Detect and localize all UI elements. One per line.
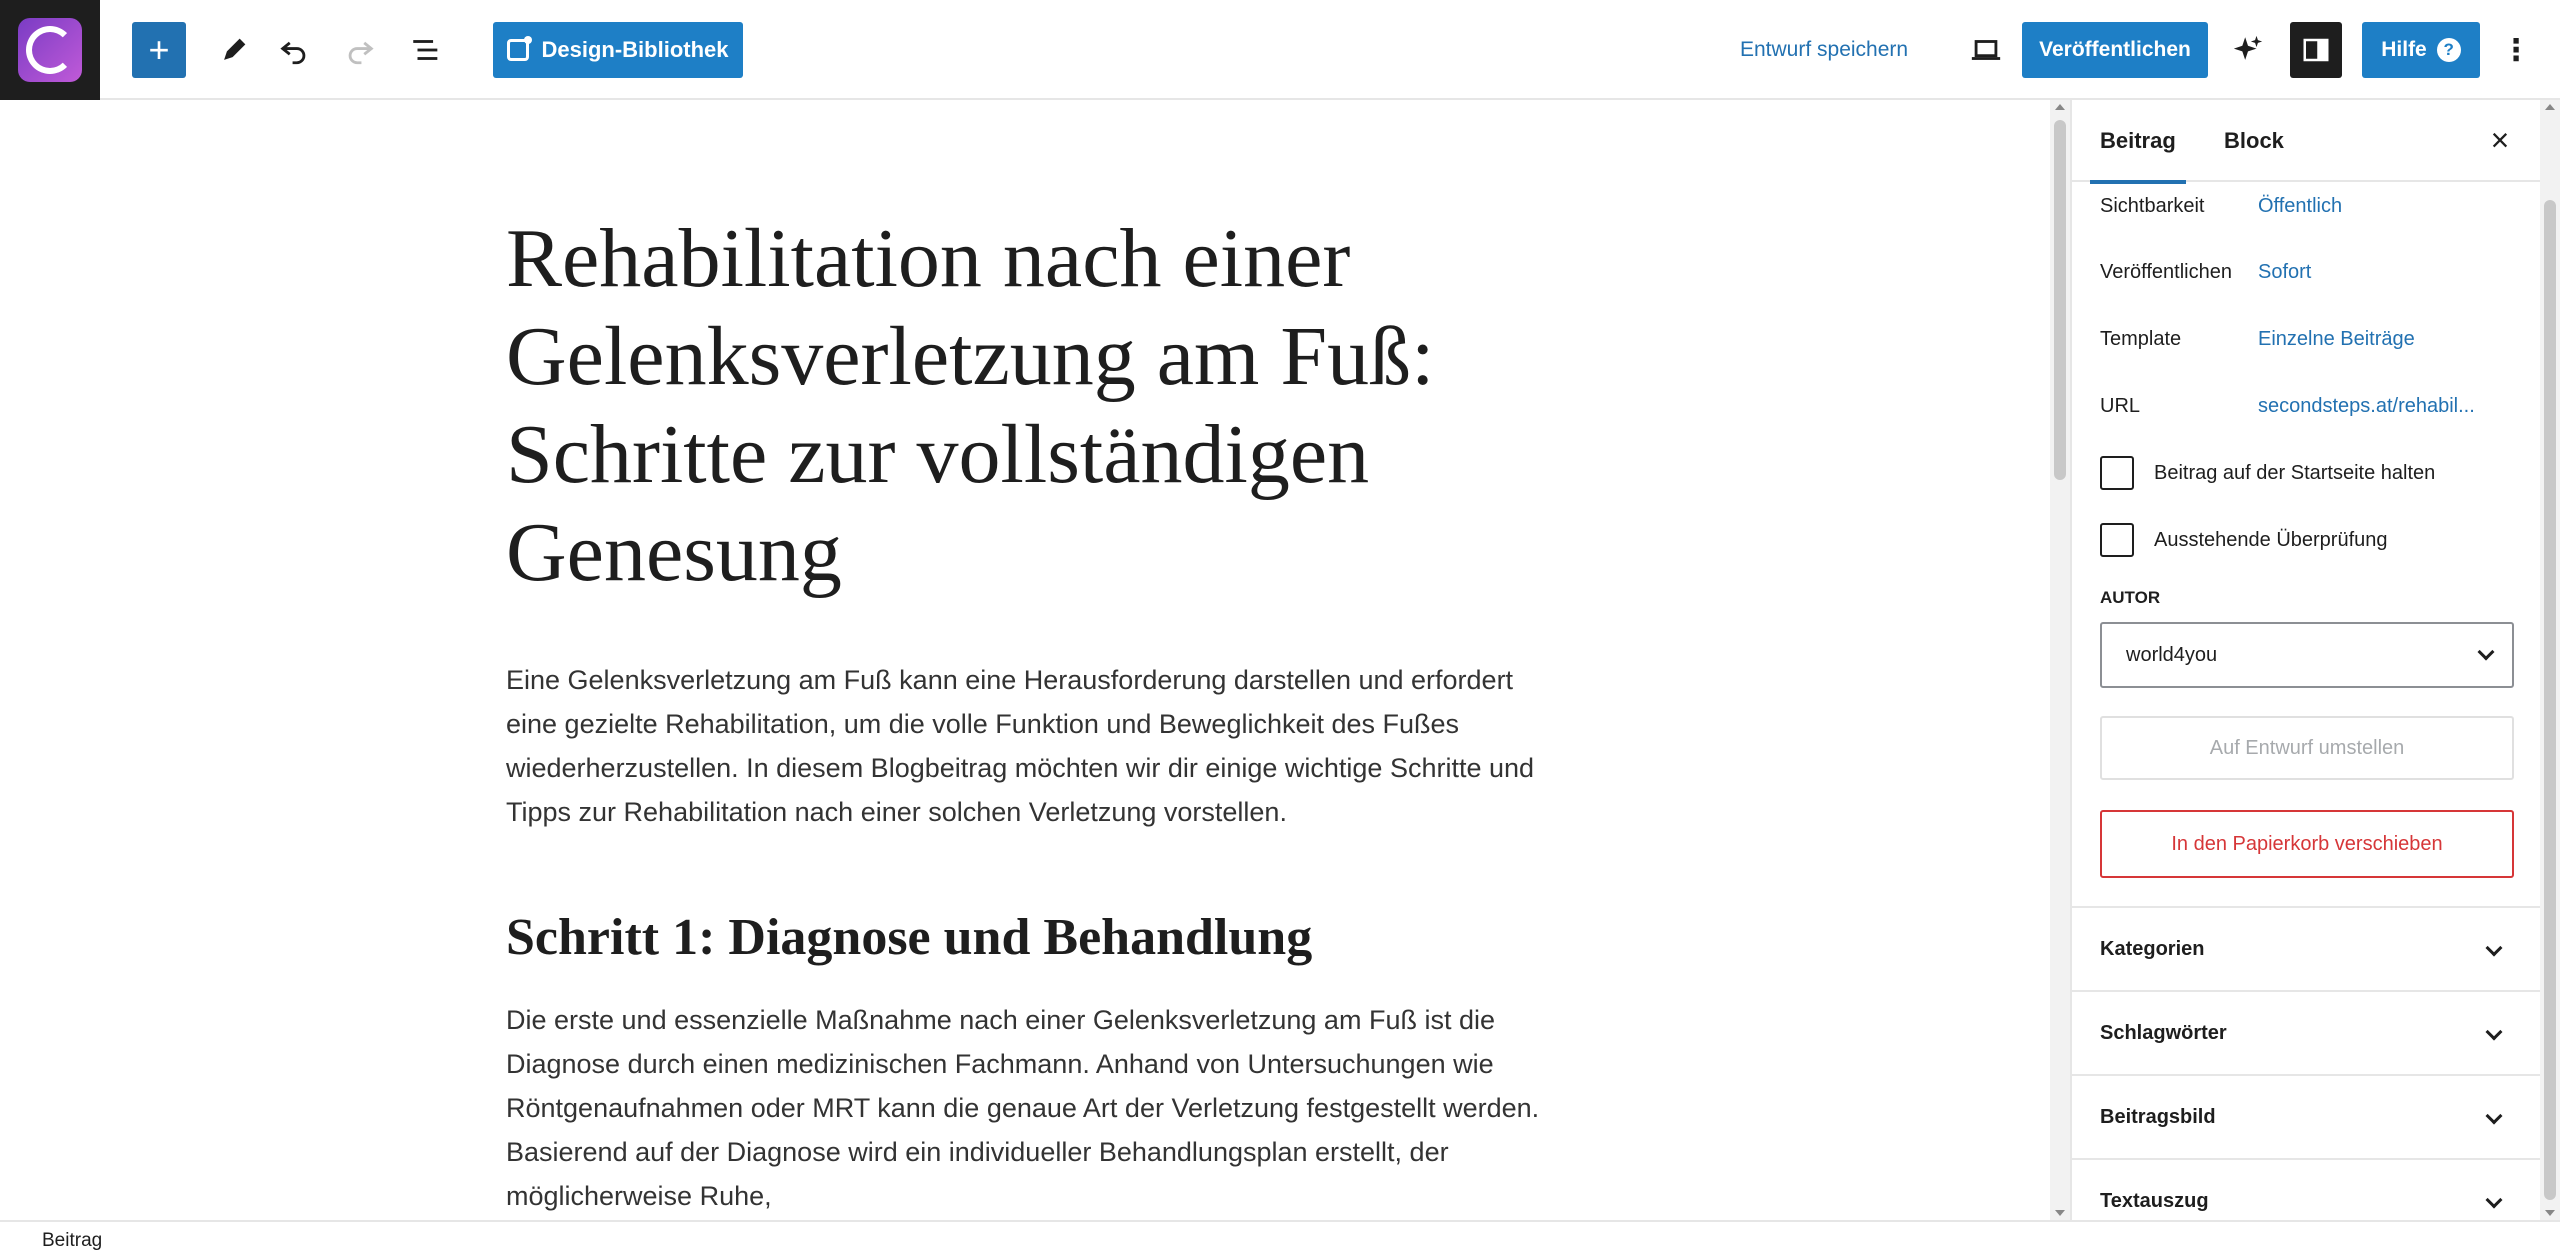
settings-sidebar	[2070, 100, 2540, 1220]
switch-to-draft-button[interactable]: Auf Entwurf umstellen	[2100, 716, 2514, 780]
excerpt-panel[interactable]	[2072, 1158, 2540, 1220]
pending-review-checkbox-row[interactable]	[2100, 520, 2388, 560]
logo-ring-icon	[26, 26, 74, 74]
more-vertical-icon: ⋮	[2501, 33, 2531, 67]
scrollbar-thumb[interactable]	[2054, 120, 2066, 480]
canvas-scrollbar[interactable]	[2050, 100, 2070, 1220]
editor-header	[0, 0, 2560, 100]
publish-button[interactable]: Veröffentlichen	[2022, 22, 2208, 78]
scroll-down-arrow-icon[interactable]	[2545, 1210, 2555, 1216]
pending-review-checkbox[interactable]	[2100, 523, 2134, 557]
visibility-toggle[interactable]: Öffentlich	[2258, 194, 2343, 217]
paragraph-block[interactable]: Eine Gelenksverletzung am Fuß kann eine Herausforderung darstellen und erfordert eine gezielte Rehabilitation, um die volle Funktion und Beweglichkeit des Fußes wiederherzustellen. In diesem Blogbeitrag möchten wir dir einige wichtige Schritte und Tipps zur Rehabilitation nach einer solchen Verletzung vorstellen.	[506, 665, 1535, 827]
sticky-post-label: Beitrag auf der Startseite halten	[2154, 461, 2436, 484]
scroll-up-arrow-icon[interactable]	[2545, 104, 2555, 110]
scroll-up-arrow-icon[interactable]	[2055, 104, 2065, 110]
featured-image-panel[interactable]	[2072, 1074, 2540, 1158]
editor-canvas[interactable]	[0, 100, 2070, 1220]
url-row	[2100, 386, 2475, 426]
featured-image-panel-title: Beitragsbild	[2100, 1105, 2216, 1128]
scrollbar-thumb[interactable]	[2544, 200, 2556, 1200]
pending-review-label: Ausstehende Überprüfung	[2154, 528, 2388, 551]
post-title[interactable]: Rehabilitation nach einer Gelenksverletzung am Fuß: Schritte zur vollständigen Genesung	[506, 212, 1435, 599]
scroll-down-arrow-icon[interactable]	[2055, 1210, 2065, 1216]
undo-button[interactable]	[266, 22, 322, 78]
save-draft-button[interactable]: Entwurf speichern	[1740, 38, 1909, 61]
visibility-row	[2100, 186, 2342, 226]
help-label: Hilfe	[2381, 38, 2427, 61]
sidebar-toggle-icon	[2301, 35, 2331, 65]
undo-icon	[277, 33, 311, 67]
chevron-down-icon	[2478, 644, 2495, 661]
visibility-label: Sichtbarkeit	[2100, 194, 2205, 217]
more-options-button[interactable]	[2496, 22, 2536, 78]
tab-block[interactable]: Block	[2224, 128, 2284, 153]
tab-post[interactable]: Beitrag	[2100, 100, 2176, 182]
template-toggle[interactable]: Einzelne Beiträge	[2258, 327, 2415, 350]
template-label: Template	[2100, 327, 2182, 350]
tools-button[interactable]	[206, 22, 262, 78]
settings-sidebar-toggle[interactable]	[2290, 22, 2342, 78]
preview-icon	[1969, 33, 2003, 67]
help-icon: ?	[2437, 38, 2461, 62]
block-breadcrumb	[0, 1220, 2560, 1260]
sticky-post-checkbox[interactable]	[2100, 456, 2134, 490]
sticky-post-checkbox-row[interactable]	[2100, 453, 2435, 493]
help-button[interactable]	[2362, 22, 2480, 78]
design-library-button[interactable]	[493, 22, 743, 78]
design-library-label: Design-Bibliothek	[541, 37, 729, 62]
sidebar-scrollbar[interactable]	[2540, 100, 2560, 1220]
publish-date-row	[2100, 252, 2311, 292]
template-row	[2100, 319, 2415, 359]
publish-date-toggle[interactable]: Sofort	[2258, 260, 2312, 283]
author-value: world4you	[2126, 643, 2218, 666]
excerpt-panel-title: Textauszug	[2100, 1189, 2209, 1212]
add-block-button[interactable]: +	[132, 22, 186, 78]
url-label: URL	[2100, 394, 2141, 417]
library-icon	[507, 39, 529, 61]
redo-button[interactable]	[332, 22, 388, 78]
chevron-down-icon	[2486, 1192, 2503, 1209]
categories-panel[interactable]	[2072, 906, 2540, 990]
paragraph-block[interactable]: Die erste und essenzielle Maßnahme nach einer Gelenksverletzung am Fuß ist die Diagnose durch einen medizinischen Fachmann. Anhand von Untersuchungen wie Röntgenaufnahmen oder MRT kann die genaue Art der Verletzung festgestellt werden. Basierend auf der Diagnose wird ein individueller Behandlungsplan erstellt, der möglicherweise Ruhe,	[506, 1005, 1540, 1211]
close-icon: ×	[2490, 121, 2510, 158]
site-logo[interactable]	[0, 0, 100, 100]
list-view-icon	[409, 33, 443, 67]
categories-panel-title: Kategorien	[2100, 937, 2205, 960]
tags-panel-title: Schlagwörter	[2100, 1021, 2227, 1044]
chevron-down-icon	[2486, 1108, 2503, 1125]
ai-assistant-button[interactable]	[2220, 22, 2276, 78]
move-to-trash-button[interactable]: In den Papierkorb verschieben	[2100, 810, 2514, 878]
site-icon	[18, 18, 82, 82]
heading-block[interactable]: Schritt 1: Diagnose und Behandlung	[506, 909, 1313, 966]
redo-icon	[343, 33, 377, 67]
preview-button[interactable]	[1958, 22, 2014, 78]
sidebar-tabs	[2072, 100, 2540, 182]
ai-sparkle-icon	[2231, 33, 2265, 67]
author-label: AUTOR	[2100, 588, 2161, 607]
tags-panel[interactable]	[2072, 990, 2540, 1074]
author-select[interactable]	[2100, 622, 2514, 688]
pencil-icon	[217, 33, 251, 67]
url-toggle[interactable]: secondsteps.at/rehabil...	[2258, 394, 2475, 417]
close-sidebar-button[interactable]	[2480, 120, 2520, 160]
publish-date-label: Veröffentlichen	[2100, 260, 2232, 283]
list-view-button[interactable]	[398, 22, 454, 78]
chevron-down-icon	[2486, 940, 2503, 957]
chevron-down-icon	[2486, 1024, 2503, 1041]
breadcrumb-item[interactable]: Beitrag	[42, 1230, 103, 1251]
